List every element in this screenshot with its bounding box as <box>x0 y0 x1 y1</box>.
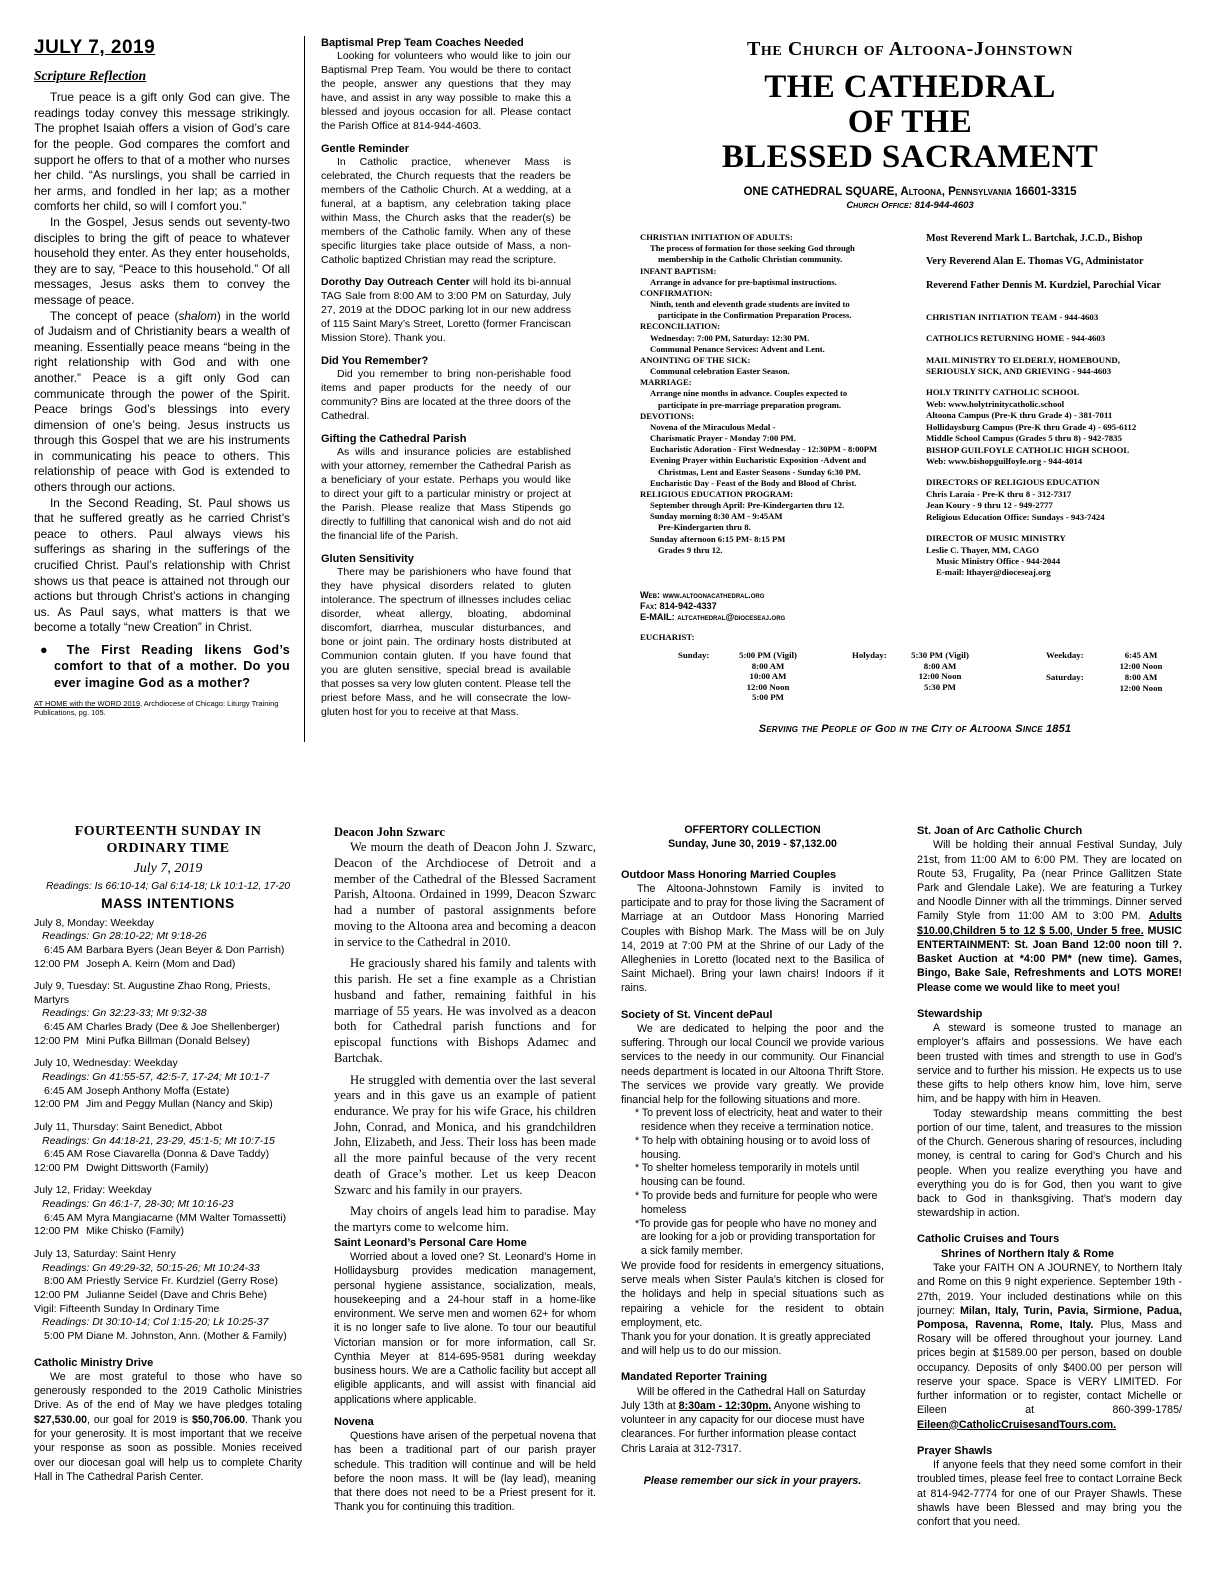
cruise-email-link[interactable]: Eileen@CatholicCruisesandTours.com. <box>917 1418 1117 1431</box>
intention-day <box>34 980 302 1048</box>
intention-name: Joseph Anthony Moffa (Estate) <box>86 1084 230 1097</box>
reflection-paragraph: In the Second Reading, St. Paul shows us that he suffered greatly as he carried Christ’s peace to others. Paul always views his sufferings as sharing in the sufferings of the crucified Christ. Paul’s relationship with Christ shows us that peace is attained not through our actions but through Christ’s actions in changing us. As Paul says, what matters is that we become a totally “new Creation” in Christ. <box>34 495 290 635</box>
contact-line: Music Ministry Office - 944-2044 <box>936 555 1061 566</box>
announcement-body: Did you remember to bring non-perishable food items and paper products for the needy of our community? Bins are located at the three doors of the Cathedral. <box>321 368 571 422</box>
stewardship-paragraph: A steward is someone trusted to manage an employer’s affairs and possessions. We have each been trusted with times and strength to use in God’s service and to further his mission. He expects us to use these gifts to help others know him, love him, serve him, and be happy with him in Heaven. <box>917 1022 1182 1106</box>
mass-time: 12:00 Noon <box>918 671 962 682</box>
ministry-detail: participate in pre-marriage preparation program. <box>658 399 842 410</box>
church-office-phone: Church Office: 814-944-4603 <box>846 199 974 211</box>
mrt-title: Mandated Reporter Training <box>621 1371 768 1384</box>
pledge-total: $27,530.00 <box>34 1413 88 1426</box>
offertory-column <box>621 824 884 1564</box>
outdoor-mass-body: The Altoona-Johnstown Family is invited to participate and to pray for those living the Sacrament of Marriage at an Outdoor Mass Honoring Married Couples with Bishop Mark. The Mass will be on July 14, 2019 at 7:00 PM at the Shrine of our Lady of the Alleghenies in Loretto (located next to the Basilica of Saint Michael). Bring your lawn chairs! Indoors if it rains. <box>621 882 884 995</box>
ministry-detail: Novena of the Miraculous Medal - <box>650 421 776 432</box>
contact-line: Leslie C. Thayer, MM, CAGO <box>926 544 1040 555</box>
intention-row <box>34 1289 302 1303</box>
announcement-title: Gifting the Cathedral Parish <box>321 432 467 445</box>
joan-entertainment: MUSIC ENTERTAINMENT: St. Joan Band 12:00 noon till ?. Basket Auction at *4:00 PM* (new time). Games, Bingo, Bake Sale, Refreshments and LOTS MORE! Please come we would like to meet you! <box>917 924 1182 994</box>
contact-spacer <box>926 345 1188 355</box>
deacon-paragraph: He graciously shared his family and talents with this parish. He set a fine example as a Christian husband and father, remaining faithful in his marriage of 55 years. He was involved as a deacon both for Cathedral parish functions and for episcopal functions with Bishops Adamec and Bartchak. <box>334 956 596 1065</box>
ministry-detail: Eucharistic Day - Feast of the Body and Blood of Christ. <box>650 477 857 488</box>
ministry-detail: Arrange nine months in advance. Couples expected to <box>650 388 848 399</box>
day-readings: Readings: Gn 41:55-57, 42:5-7, 17-24; Mt 10:1-7 <box>42 1070 270 1083</box>
contact-line: Very Reverend Alan E. Thomas VG, Administator <box>926 256 1144 268</box>
cathedral-name-line: BLESSED SACRAMENT <box>721 138 1099 175</box>
joan-body: Will be holding their annual Festival Sunday, July 21st, from 11:00 AM to 6:00 PM. They are located on Route 53, Frugality, Pa (near Prince Gallitzen State Park and Glendale Lake). We are featuring a Turkey and Noodle Dinner with all the trimmings. Dinner served Family Style from 11:00 AM to 3:00 PM. Adults $10.00,Children 5 to 12 $ 5.00, Under 5 free. MUSIC ENTERTAINMENT: St. Joan Band 12:00 noon till ?. Basket Auction at *4:00 PM* (new time). Games, Bingo, Bake Sale, Refreshments and LOTS MORE! Please come we would like to meet you! <box>917 839 1182 994</box>
contact-spacer <box>926 269 1188 279</box>
sunday-date: July 7, 2019 <box>133 860 203 876</box>
svdp-after: We provide food for residents in emergency situations, serve meals when Sister Paula’s kitchen is closed for the holidays and help in special situations such as repairing a vehicle for the resident to obtain employment, etc. <box>621 1259 884 1329</box>
events-column <box>917 824 1182 1564</box>
sick-prayer-note: Please remember our sick in your prayers. <box>643 1474 862 1487</box>
intention-time: 6:45 AM <box>44 1148 83 1161</box>
intention-time: 12:00 PM <box>34 1288 79 1301</box>
svdp-item: * To help with obtaining housing or to avoid loss of housing. <box>635 1134 870 1161</box>
mass-time: 12:00 Noon <box>1119 660 1163 671</box>
intention-row <box>34 1035 302 1049</box>
intention-name: Mike Chisko (Family) <box>86 1225 185 1238</box>
mass-intentions-title: MASS INTENTIONS <box>101 896 235 912</box>
day-readings: Readings: Gn 49:29-32, 50:15-26; Mt 10:24-33 <box>42 1261 260 1274</box>
reflection-paragraph: True peace is a gift only God can give. The readings today convey this message strikingly. The prophet Isaiah offers a vision of God’s care for the people. God compares the comfort and support he offers to that of a mother who nurses her child. “As nurslings, you shall be carried in her arms, and fondled in her lap; as a mother comforts her child, so will I comfort you.” <box>34 90 290 214</box>
mrt-time: 8:30am - 12:30pm. <box>678 1400 772 1412</box>
cathedral-name-line: OF THE <box>847 103 973 140</box>
contact-line: Web: www.holytrinitycatholic.school <box>926 398 1065 409</box>
offertory-title: OFFERTORY COLLECTION <box>684 824 821 836</box>
ministry-detail: Communal celebration Easter Season. <box>650 366 790 377</box>
scripture-reflection-heading: Scripture Reflection <box>34 67 147 83</box>
contact-spacer <box>926 302 1188 312</box>
ministry-heading: CHRISTIAN INITIATION OF ADULTS: <box>640 232 793 242</box>
intention-time: 12:00 PM <box>34 1098 79 1111</box>
announcement-title: Gluten Sensitivity <box>321 552 414 565</box>
day-heading: July 13, Saturday: Saint Henry <box>34 1248 176 1261</box>
contact-line: SERIOUSLY SICK, AND GRIEVING - 944-4603 <box>926 366 1112 377</box>
svdp-item: * To provide beds and furniture for people who were homeless <box>635 1190 878 1216</box>
column-divider <box>304 36 305 742</box>
reflection-paragraph: The concept of peace (shalom) in the world of Judaism and of Christianity bears a wealth of meaning. Essentially peace means “being in the right relationship with God and with one another.” Peace is a gift only God can communicate through the power of the Spirit. Peace brings God’s blessings into every dimension of one’s being. Jesus instructs us through this Gospel that we are his instruments in communicating his peace to others. This relationship of peace with God is extended to others through our actions. <box>34 308 290 495</box>
contact-line: Reverend Father Dennis M. Kurdziel, Parochial Vicar <box>926 279 1161 291</box>
day-heading: July 11, Thursday: Saint Benedict, Abbot <box>34 1120 223 1133</box>
intention-row <box>34 1162 302 1176</box>
intention-day <box>34 1184 302 1239</box>
mass-time: 12:00 Noon <box>746 681 790 692</box>
contact-line: Altoona Campus (Pre-K thru Grade 4) - 381-7011 <box>926 410 1113 421</box>
contact-spacer <box>926 292 1188 302</box>
deacon-paragraph: He struggled with dementia over the last several years and in this gave us an example of patient endurance. We pray for his wife Grace, his children John, Conrad, and Monica, and his grandchildren John, Elizabeth, and Jess. Their loss has been made all the more painful because of the very recent death of Grace’s mother. Let us keep Deacon Szwarc and his family in our prayers. <box>334 1072 596 1197</box>
catholic-ministry-drive <box>34 1356 302 1485</box>
eucharist-label: EUCHARIST: <box>640 632 695 642</box>
cathedral-name-line: THE CATHEDRAL <box>764 69 1056 105</box>
svdp-thanks: Thank you for your donation. It is greatly appreciated and will help us to do our mission. <box>621 1331 871 1358</box>
mass-time: 5:30 PM (Vigil) <box>911 650 969 660</box>
deacon-paragraph: We mourn the death of Deacon John J. Szwarc, Deacon of the Archdiocese of Detroit and a member of the Cathedral of the Blessed Sacrament Parish, Altoona. Ordained in 1999, Deacon Szwarc had a number of pastoral assignments before moving to the Altoona area and becoming a deacon in service to the Cathedral in 2010. <box>334 840 596 949</box>
ministry-heading: CONFIRMATION: <box>640 287 713 298</box>
offertory-amount: Sunday, June 30, 2019 - $7,132.00 <box>668 837 837 850</box>
ministry-detail: Evening Prayer within Eucharistic Exposition -Advent and <box>650 455 867 466</box>
ministries-list <box>640 232 915 610</box>
contact-line: CHRISTIAN INITIATION TEAM - 944-4603 <box>926 311 1099 322</box>
contact-line: Religious Education Office: Sundays - 943-7424 <box>926 511 1105 522</box>
day-heading: July 9, Tuesday: St. Augustine Zhao Rong, Priests, Martyrs <box>34 980 271 1006</box>
announcement-title: Dorothy Day Outreach Center <box>321 275 470 288</box>
svdp-list <box>621 1107 884 1258</box>
intention-time: 12:00 PM <box>34 957 79 970</box>
contact-spacer <box>926 245 1188 255</box>
cmd-body: We are most grateful to those who have so generously responded to the 2019 Catholic Ministries Drive. As of the end of May we have pledges totaling $27,530.00, our goal for 2019 is $50,706.00. Thank you for your generosity. It is most important that we receive your response as soon as possible. Monies received over our diocesan goal will help us to complete Charity Hall in The Cathedral Parish Center. <box>34 1370 302 1483</box>
email-link[interactable]: E-MAIL: altcathedral@dioceseaj.org <box>640 612 786 623</box>
mass-time: 10:00 AM <box>749 671 787 682</box>
intention-day <box>34 1248 302 1343</box>
intention-day <box>34 917 302 972</box>
intention-row <box>34 944 302 958</box>
reflection-paragraph: In the Gospel, Jesus sends out seventy-two disciples to bring the gift of peace to whatever household they enter. As they enter households, they are to say, “Peace to this household.” Of all messages, Jesus asks them to convey the message of peace. <box>34 214 290 307</box>
mass-intentions-list <box>34 917 302 1344</box>
svdp-item: * To shelter homeless temporarily in motels until housing can be found. <box>635 1162 860 1189</box>
outdoor-mass-title: Outdoor Mass Honoring Married Couples <box>621 868 837 881</box>
ministry-detail: Eucharistic Adoration - First Wednesday - 12:30PM - 8:00PM <box>650 444 878 455</box>
intention-time: 8:00 AM <box>44 1275 83 1288</box>
contact-spacer <box>926 523 1188 533</box>
intention-row <box>34 1021 302 1035</box>
ministry-detail: The process of formation for those seeking God through <box>650 243 855 254</box>
novena-body: Questions have arisen of the perpetual novena that has been a traditional part of our parish prayer schedule. This tradition will continue and will be held before the noon mass. It will be (lay lead), meaning that there does not need to be a Priest present for it. Thank you for continuing this tradition. <box>334 1430 596 1514</box>
contact-line: Web: www.bishopguilfoyle.org - 944-4014 <box>926 455 1083 466</box>
mass-intentions-column <box>34 824 302 1564</box>
announcement-body: Looking for volunteers who would like to join our Baptismal Prep Team. You would be there to contact the people, answer any questions that they may have, and assist in any way possible to make this a blessed and joyous occasion for all. Please contact the Parish Office at 814-944-4603. <box>321 50 571 133</box>
goal-total: $50,706.00 <box>191 1413 246 1426</box>
serving-tagline: Serving the People of God in the City of Altoona Since 1851 <box>758 723 1072 735</box>
svdp-item: *To provide gas for people who have no money and are looking for a job or providing transportation for a sick family member. <box>635 1217 877 1258</box>
day-heading: July 10, Wednesday: Weekday <box>34 1057 178 1070</box>
intention-time: 6:45 AM <box>44 1084 83 1097</box>
intention-day <box>34 1121 302 1176</box>
mass-time: 8:00 AM <box>923 660 957 671</box>
leonard-body: Worried about a loved one? St. Leonard’s Home in Hollidaysburg provides medication management, personal hygiene assistance, socialization, meals, housekeeping and a 24-hour staff in a home-like environment. We serve men and women 62+ for whom it is no longer safe to live alone. To tour our beautiful Victorian mansion or for more information, call Sr. Cynthia Meyer at 814-695-9581 during weekday business hours. We are a Catholic facility but accept all eligible applicants, and will assist with financial aid applications where applicable. <box>334 1251 596 1406</box>
announcement-body: In Catholic practice, whenever Mass is celebrated, the Church requests that the readers be members of the Catholic Church. At a wedding, at a funeral, at a baptism, any celebration taking place within Mass, the Church asks that the reader(s) be members of the Catholic family. When any of these specific liturgies take place outside of Mass, a non-Catholic baptized Christian may read the scripture. <box>321 156 571 266</box>
day-readings: Readings: Gn 46:1-7, 28-30; Mt 10:16-23 <box>42 1198 234 1211</box>
sunday-label: Sunday: <box>678 650 710 660</box>
mrt-body: Will be offered in the Cathedral Hall on Saturday July 13th at 8:30am - 12:30pm. Anyone wishing to volunteer in any capacity for our diocese must have clearances. For further information please contact Chris Laraia at 312-7317. <box>621 1385 866 1455</box>
clergy-and-contacts <box>926 232 1188 632</box>
mass-time: 6:45 AM <box>1124 650 1158 660</box>
diocese-name: The Church of Altoona-Johnstown <box>746 38 1074 60</box>
ministry-heading: MARRIAGE: <box>640 377 692 388</box>
citation-title: AT HOME with the WORD 2019 <box>34 699 141 709</box>
sunday-title: ORDINARY TIME <box>106 840 230 856</box>
scripture-reflection-column <box>34 36 290 748</box>
contact-line: HOLY TRINITY CATHOLIC SCHOOL <box>926 387 1080 398</box>
announcement-body: There may be parishioners who have found that they have physical disorders related to gluten intolerance. The spectrum of illnesses includes celiac disorder, wheat allergy, bloating, abdominal discomfort, diarrhea, muscular disturbances, and bone or joint pain. The ordinary hosts distributed at Communion contain gluten. If you have found that you are gluten sensitive, special bread is available that posses sa very low gluten content. Please tell the priest before Mass, and he will consecrate the low-gluten host for you to receive at that Mass. <box>321 566 571 718</box>
ministry-detail: September through April: Pre-Kindergarten thru 12. <box>650 500 845 511</box>
announcement-title: Did You Remember? <box>321 354 429 367</box>
ministry-heading: RELIGIOUS EDUCATION PROGRAM: <box>640 488 794 499</box>
weekday-label: Weekday: <box>1046 650 1084 660</box>
fax-number: Fax: 814-942-4337 <box>640 601 717 612</box>
ministry-detail: Grades 9 thru 12. <box>658 544 723 555</box>
reflection-citation <box>34 699 290 718</box>
ministry-detail: membership in the Catholic Christian community. <box>658 254 843 265</box>
contact-line: MAIL MINISTRY TO ELDERLY, HOMEBOUND, <box>926 354 1120 365</box>
mass-time: 5:30 PM <box>923 681 956 692</box>
leonard-title: Saint Leonard’s Personal Care Home <box>334 1236 527 1249</box>
intention-name: Rose Ciavarella (Donna & Dave Taddy) <box>86 1148 270 1161</box>
intention-name: Myra Mangiacarne (MM Walter Tomassetti) <box>86 1211 287 1224</box>
contact-line: CATHOLICS RETURNING HOME - 944-4603 <box>926 333 1106 344</box>
contact-line: Most Reverend Mark L. Bartchak, J.C.D., Bishop <box>926 233 1143 244</box>
web-contact <box>640 590 920 630</box>
intention-row <box>34 1098 302 1112</box>
mass-time: 8:00 AM <box>1124 672 1158 682</box>
contact-line: Jean Koury - 9 thru 12 - 949-2777 <box>926 500 1053 511</box>
deacon-column <box>334 824 596 1564</box>
intention-name: Mini Pufka Billman (Donald Belsey) <box>86 1034 250 1047</box>
intention-row <box>34 1085 302 1099</box>
holyday-times <box>890 650 990 692</box>
sunday-times <box>718 650 818 703</box>
ministry-detail: Ninth, tenth and eleventh grade students are invited to <box>650 299 850 310</box>
svdp-item: * To prevent loss of electricity, heat and water to their residence when they receive a termination notice. <box>635 1107 883 1134</box>
mass-time: 12:00 Noon <box>1119 682 1163 693</box>
citation-rest: , Archdiocese of Chicago: Liturgy Training Publications, pg. 105. <box>34 699 279 718</box>
day-readings: Readings: Gn 44:18-21, 23-29, 45:1-5; Mt 10:7-15 <box>42 1134 275 1147</box>
mass-time: 5:00 PM <box>751 692 784 703</box>
contact-spacer <box>926 323 1188 333</box>
day-heading: July 12, Friday: Weekday <box>34 1184 152 1197</box>
announcement-body: As wills and insurance policies are established with your attorney, remember the Cathedral Parish as a beneficiary of your estate. Perhaps you would like to direct your gift to a particular ministry or project at the Parish. Please realize that Mass Stipends go directly to fulfilling that canonical wish and do not aid the financial life of the Parish. <box>321 446 571 542</box>
cruise-destinations: Milan, Italy, Turin, Pavia, Sirmione, Padua, Pomposa, Ravenna, Rome, Italy. <box>917 1304 1182 1331</box>
joan-title: St. Joan of Arc Catholic Church <box>917 825 1083 837</box>
ministry-heading: DEVOTIONS: <box>640 410 695 421</box>
day-readings: Readings: Gn 32:23-33; Mt 9:32-38 <box>42 1007 207 1020</box>
prayer-shawls-body: If anyone feels that they need some comfort in their troubled times, please feel free to contact Lorraine Beck at 814-942-7774 for one of our Prayer Shawls. These shawls have been Blessed and may bring you the confort that you need. <box>917 1459 1182 1529</box>
ministry-detail: Christmas, Lent and Easter Seasons - Sunday 6:30 PM. <box>658 466 861 477</box>
intention-name: Diane M. Johnston, Ann. (Mother & Family) <box>86 1329 287 1342</box>
contact-line: Middle School Campus (Grades 5 thru 8) - 942-7835 <box>926 433 1122 444</box>
cruise-subtitle: Shrines of Northern Italy & Rome <box>941 1247 1114 1260</box>
cathedral-address: ONE CATHEDRAL SQUARE, Altoona, Pennsylvania 16601-3315 <box>743 185 1077 198</box>
intention-name: Priestly Service Fr. Kurdziel (Gerry Rose) <box>86 1275 278 1288</box>
intention-row <box>34 1148 302 1162</box>
joan-prices: Adults $10.00,Children 5 to 12 $ 5.00, Under 5 free. <box>917 910 1182 937</box>
intention-name: Jim and Peggy Mullan (Nancy and Skip) <box>86 1098 273 1111</box>
contact-line: BISHOP GUILFOYLE CATHOLIC HIGH SCHOOL <box>926 444 1130 455</box>
prayer-shawls-title: Prayer Shawls <box>917 1444 993 1457</box>
svdp-body: We are dedicated to helping the poor and the suffering. Through our local Council we provide various services to the needy in our community. Our Financial needs department is located in our Altoona Thrift Store. The services we provide vary greatly. We provide financial help for the following situations and more. <box>621 1023 884 1107</box>
day-heading: July 8, Monday: Weekday <box>34 916 155 929</box>
contact-spacer <box>926 377 1188 387</box>
contact-line: DIRECTORS OF RELIGIOUS EDUCATION <box>926 477 1100 488</box>
mass-time: 8:00 AM <box>751 660 785 671</box>
novena-title: Novena <box>334 1415 374 1428</box>
ministry-heading: ANOINTING OF THE SICK: <box>640 354 751 365</box>
saturday-times <box>1096 672 1186 693</box>
intention-time: 6:45 AM <box>44 943 83 956</box>
intention-row <box>34 1212 302 1226</box>
ministry-detail: Arrange in advance for pre-baptismal instructions. <box>650 276 837 287</box>
svdp-title: Society of St. Vincent dePaul <box>621 1008 773 1021</box>
sunday-title: FOURTEENTH SUNDAY IN <box>74 824 262 839</box>
deacon-title: Deacon John Szwarc <box>334 825 445 839</box>
intention-day <box>34 1057 302 1112</box>
intention-name: Julianne Seidel (Dave and Chris Behe) <box>86 1288 267 1301</box>
ministry-detail: participate in the Confirmation Preparation Process. <box>658 310 852 321</box>
weekday-times <box>1096 650 1186 671</box>
intention-row <box>34 1275 302 1289</box>
intention-name: Joseph A. Keirn (Mom and Dad) <box>86 957 236 970</box>
announcement-body: Dorothy Day Outreach Center will hold its bi-annual TAG Sale from 8:00 AM to 3:00 PM on Saturday, July 27, 2019 at the DDOC parking lot in our new address of 115 Saint Mary’s Street, Loretto (former Franciscan Mission Store). Thank you. <box>321 275 571 344</box>
intention-time: 5:00 PM <box>44 1329 84 1342</box>
contact-line: Chris Laraia - Pre-K thru 8 - 312-7317 <box>926 488 1072 499</box>
intention-row <box>34 1225 302 1239</box>
masthead <box>625 36 1195 216</box>
intention-time: 6:45 AM <box>44 1021 83 1034</box>
stewardship-paragraph: Today stewardship means committing the best portion of our time, talent, and treasures to the mission of the Church. Generous sharing of resources, including money, is central to caring for God’s Church and his people. When you realize everything you have and everything you do is for God, then you want to give back to God in thanksgiving. That’s modern day stewardship in action. <box>917 1107 1182 1220</box>
reflection-question: ● The First Reading likens God’s comfort to that of a mother. Do you ever imagine God as a mother? <box>40 643 290 690</box>
saturday-label: Saturday: <box>1046 672 1084 682</box>
intention-name: Charles Brady (Dee & Joe Shellenberger) <box>86 1021 280 1034</box>
cruise-title: Catholic Cruises and Tours <box>917 1233 1060 1246</box>
bulletin-date: JULY 7, 2019 <box>34 37 156 58</box>
announcement-title: Baptismal Prep Team Coaches Needed <box>321 37 524 49</box>
cruise-body: Take your FAITH ON A JOURNEY, to Northern Italy and Rome on this 9 night experience. September 19th - 27th, 2019. Your included destinations while on this journey: Milan, Italy, Turin, Pavia, Sirmione, Padua, Pomposa, Ravenna, Rome, Italy. Plus, Mass and Rosary will be offered throughout your journey. Land prices begin at $1589.00 per person, based on double occupancy. Deposits of only $400.00 per person will reserve your space. Space is VERY LIMITED. For further information or to register, contact Michelle or Eileen at 860-399-1785/ Eileen@CatholicCruisesandTours.com. <box>917 1262 1182 1431</box>
intention-row <box>34 1330 302 1344</box>
intention-name: Barbara Byers (Jean Beyer & Don Parrish) <box>86 943 285 956</box>
announcements-column <box>321 36 571 748</box>
ministry-heading: RECONCILIATION: <box>640 321 721 332</box>
eucharist-schedule <box>640 632 1190 712</box>
stewardship-title: Stewardship <box>917 1007 983 1020</box>
cmd-title: Catholic Ministry Drive <box>34 1356 154 1369</box>
holyday-label: Holyday: <box>852 650 887 660</box>
intention-time: 12:00 PM <box>34 1034 79 1047</box>
intention-time: 6:45 AM <box>44 1211 83 1224</box>
ministry-detail: Sunday afternoon 6:15 PM- 8:15 PM <box>650 533 786 544</box>
intention-name: Dwight Dittsworth (Family) <box>86 1161 209 1174</box>
contact-spacer <box>926 467 1188 477</box>
intention-row <box>34 958 302 972</box>
contact-line: E-mail: lthayer@dioceseaj.org <box>936 567 1051 578</box>
ministry-detail: Sunday morning 8:30 AM - 9:45AM <box>650 511 783 522</box>
ministry-detail: Pre-Kindergarten thru 8. <box>658 522 751 533</box>
contact-line: DIRECTOR OF MUSIC MINISTRY <box>926 533 1066 544</box>
ministry-detail: Communal Penance Services: Advent and Lent. <box>650 343 825 354</box>
day-readings: Readings: Gn 28:10-22; Mt 9:18-26 <box>42 930 207 943</box>
contact-line: Hollidaysburg Campus (Pre-K thru Grade 4) - 695-6112 <box>926 421 1137 432</box>
intention-time: 12:00 PM <box>34 1225 79 1238</box>
announcement-title: Gentle Reminder <box>321 143 410 156</box>
ministry-detail: Wednesday: 7:00 PM, Saturday: 12:30 PM. <box>650 332 810 343</box>
vigil-readings: Readings: Dt 30:10-14; Col 1:15-20; Lk 10:25-37 <box>42 1316 269 1329</box>
sunday-readings: Readings: Is 66:10-14; Gal 6:14-18; Lk 10:1-12, 17-20 <box>45 880 291 892</box>
deacon-paragraph: May choirs of angels lead him to paradise. May the martyrs come to welcome him. <box>334 1204 596 1235</box>
mass-time: 5:00 PM (Vigil) <box>739 650 797 660</box>
ministry-heading: INFANT BAPTISM: <box>640 265 717 276</box>
website-link[interactable]: Web: www.altoonacathedral.org <box>640 590 765 600</box>
ministry-detail: Charismatic Prayer - Monday 7:00 PM. <box>650 433 796 444</box>
intention-time: 12:00 PM <box>34 1161 79 1174</box>
vigil-heading: Vigil: Fifteenth Sunday In Ordinary Time <box>34 1302 220 1315</box>
